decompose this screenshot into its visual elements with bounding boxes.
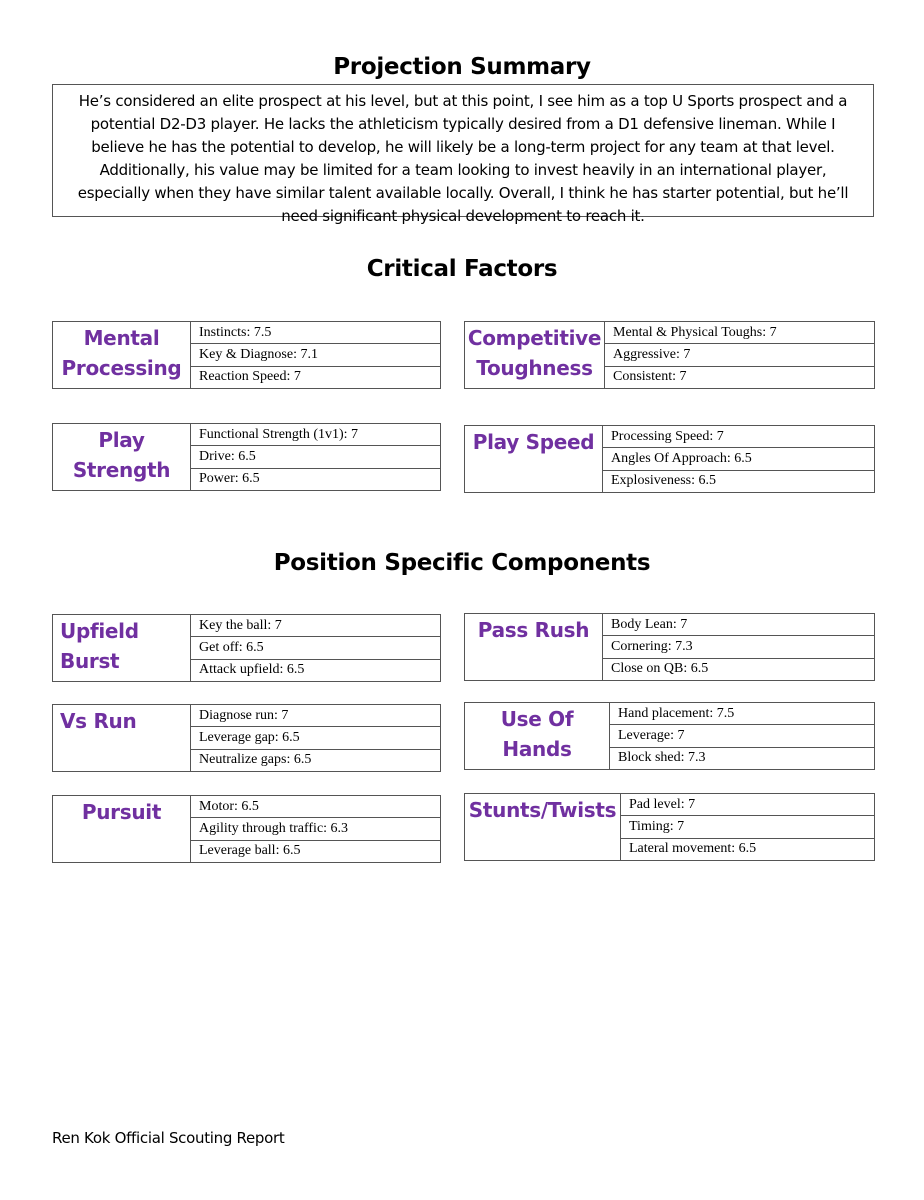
rating-row: Leverage: 7 [610, 724, 874, 746]
rating-row: Neutralize gaps: 6.5 [191, 749, 440, 771]
card-label: Play Speed [472, 430, 595, 454]
card-label [465, 703, 609, 769]
rating-row: Leverage ball: 6.5 [191, 840, 440, 862]
report-footer: Ren Kok Official Scouting Report [52, 1129, 285, 1147]
card-use-of-hands [464, 702, 875, 770]
card-stunts-twists [464, 793, 875, 861]
card-upfield-burst [52, 614, 441, 682]
rating-row: Key & Diagnose: 7.1 [191, 343, 440, 365]
rating-row: Instincts: 7.5 [199, 324, 272, 340]
card-label: Play Strength [72, 428, 171, 482]
rating-row: Block shed: 7.3 [610, 747, 874, 769]
card-label: Vs Run [60, 709, 137, 733]
card-label-text: Use Of Hands [500, 707, 574, 761]
rating-row: Cornering: 7.3 [603, 635, 874, 657]
rating-row: Explosiveness: 6.5 [603, 470, 874, 492]
rating-row: Timing: 7 [621, 815, 874, 837]
card-label: Competitive Toughness [467, 326, 602, 380]
rating-row: Hand placement: 7.5 [618, 705, 735, 721]
rating-row: Diagnose run: 7 [199, 707, 289, 723]
rating-row: Agility through traffic: 6.3 [191, 817, 440, 839]
card-play-strength [52, 423, 441, 491]
rating-row: Leverage gap: 6.5 [191, 726, 440, 748]
rating-row: Aggressive: 7 [605, 343, 874, 365]
card-label: Pass Rush [477, 618, 590, 642]
card-label: Stunts/Twists [468, 798, 617, 822]
critical-factors-title: Critical Factors [366, 256, 558, 282]
rating-row: Functional Strength (1v1): 7 [199, 426, 359, 442]
rating-row: Body Lean: 7 [611, 616, 688, 632]
card-mental-processing [52, 321, 441, 389]
card-label: Mental Processing [61, 326, 182, 380]
card-vs-run [52, 704, 441, 772]
card-pursuit [52, 795, 441, 863]
rating-row: Key the ball: 7 [199, 617, 282, 633]
rating-row: Close on QB: 6.5 [603, 658, 874, 680]
rating-row: Attack upfield: 6.5 [191, 659, 440, 681]
rating-row: Processing Speed: 7 [611, 428, 724, 444]
rating-row: Lateral movement: 6.5 [621, 838, 874, 860]
projection-summary-text: He’s considered an elite prospect at his level, but at this point, I see him as a top U Sports prospect and a potential D2-D3 player. He lacks the athleticism typically desired from a D1 defensive lineman. While I believe he has the potential to develop, he will likely be a long-term project for any team at that level. Additionally, his value may be limited for a team looking to invest heavily in an international player, especially when they have similar talent available locally. Overall, I think he has starter potential, but he’ll need significant physical development to reach it. [52, 84, 874, 217]
rating-row: Reaction Speed: 7 [191, 366, 440, 388]
card-play-speed [464, 425, 875, 493]
rating-row: Angles Of Approach: 6.5 [603, 447, 874, 469]
rating-row: Pad level: 7 [629, 796, 696, 812]
card-label: Pursuit [81, 800, 162, 824]
projection-summary-title: Projection Summary [333, 54, 591, 80]
rating-row: Consistent: 7 [605, 366, 874, 388]
rating-row: Motor: 6.5 [199, 798, 259, 814]
rating-row: Get off: 6.5 [191, 636, 440, 658]
rating-row: Power: 6.5 [191, 468, 440, 490]
card-pass-rush [464, 613, 875, 681]
card-label: Upfield Burst [60, 619, 139, 673]
rating-row: Drive: 6.5 [191, 445, 440, 467]
card-competitive-toughness [464, 321, 875, 389]
rating-row: Mental & Physical Toughs: 7 [613, 324, 777, 340]
position-components-title: Position Specific Components [273, 550, 651, 576]
